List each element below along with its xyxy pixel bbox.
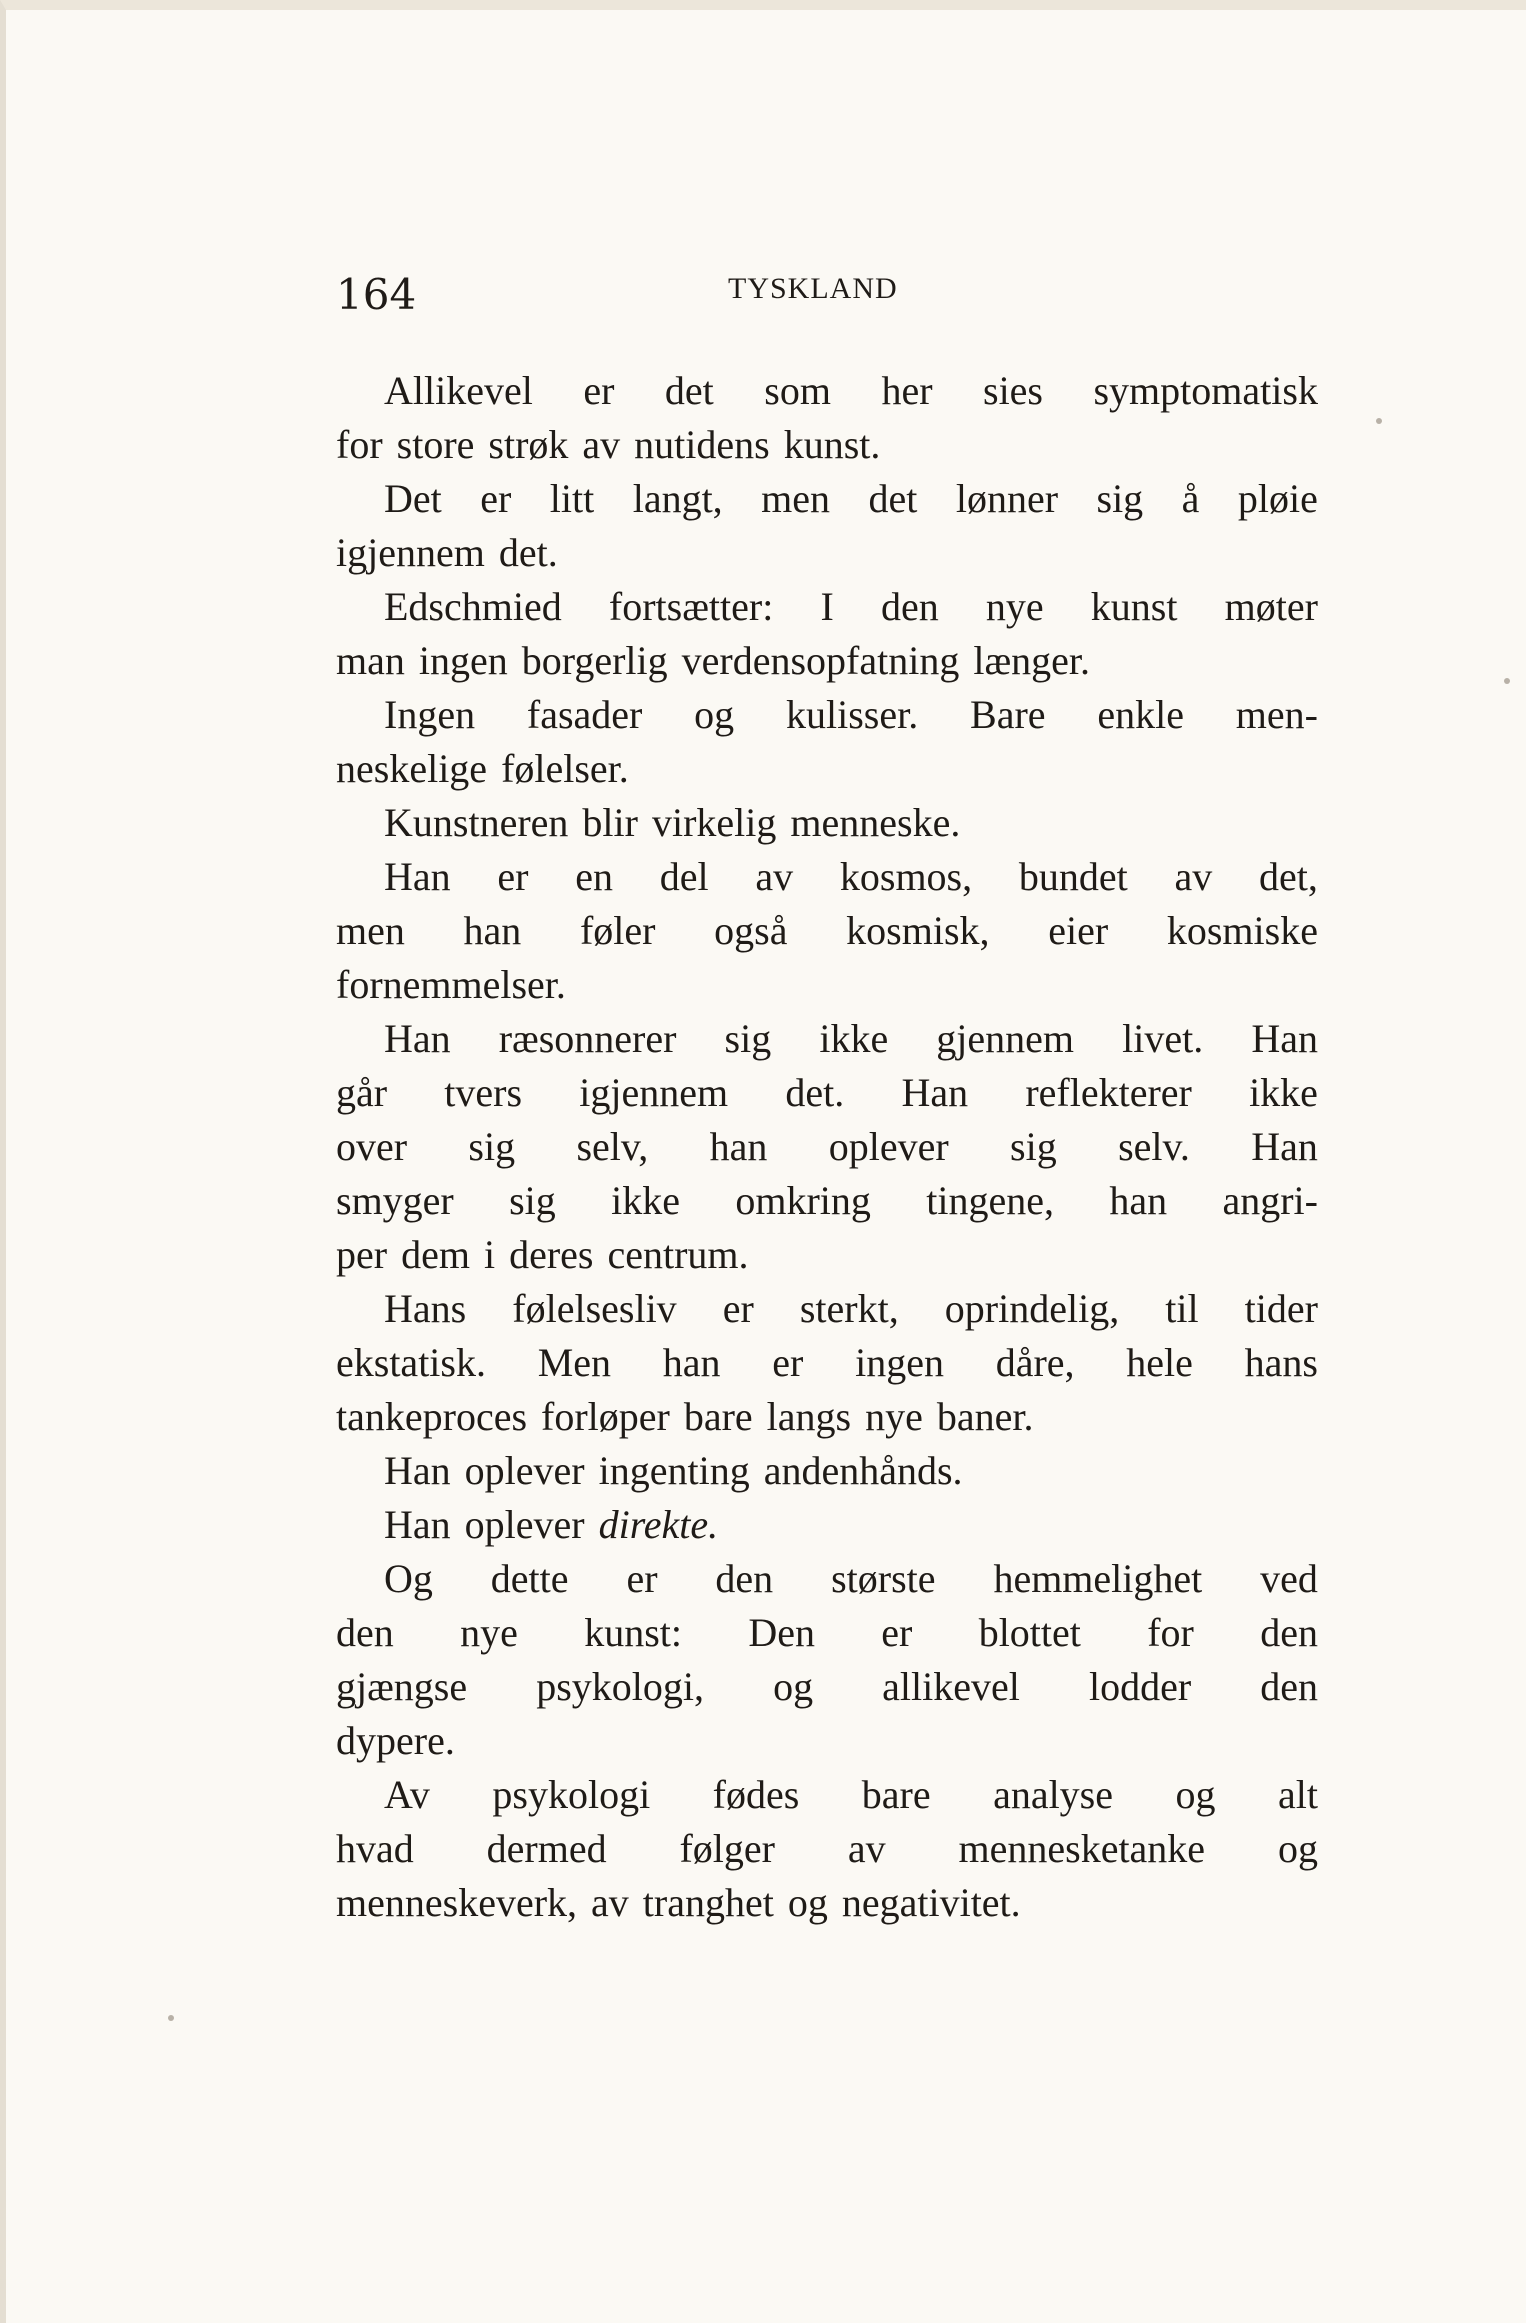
paper-speck [1376,418,1382,424]
text-word: for [336,422,383,467]
text-word: er [881,1610,913,1655]
text-word: selv, [576,1124,649,1169]
text-word: er [583,368,615,413]
text-word: borgerlig [521,638,668,683]
text-word: den [1260,1664,1318,1709]
text-word: dåre, [995,1340,1075,1385]
text-word: direkte. [598,1502,719,1547]
text-line [336,1390,1318,1444]
text-line [336,1714,1318,1768]
text-word: av [755,854,794,899]
text-word: Han [1251,1016,1318,1061]
text-word: kulisser. [785,692,919,737]
text-word: Han [901,1070,969,1115]
text-word: smyger [336,1178,454,1223]
running-title: TYSKLAND [728,272,898,305]
text-word: allikevel [882,1664,1020,1709]
text-line [336,1012,1318,1066]
text-word: tvers [444,1070,523,1115]
text-line [336,958,1318,1012]
text-line [336,580,1318,634]
text-word: selv. [1118,1124,1190,1169]
text-word: oplever [464,1502,585,1547]
text-word: forløper [541,1394,670,1439]
text-word: Han [1251,1124,1318,1169]
text-word: verdensopfatning [681,638,960,683]
text-line [336,364,1318,418]
text-word: ikke [1249,1070,1318,1115]
text-word: er [772,1340,804,1385]
text-line [336,1336,1318,1390]
text-line [336,418,1318,472]
text-line [336,1120,1318,1174]
text-word: av [1174,854,1213,899]
text-word: Edschmied [384,584,562,629]
text-word: oplever [828,1124,949,1169]
text-word: han [1109,1178,1168,1223]
text-word: den [336,1610,394,1655]
text-word: her [881,368,933,413]
page-number: 164 [336,270,417,319]
text-word: oplever [464,1448,585,1493]
text-word: Kunstneren [384,800,569,845]
text-word: symptomatisk [1093,368,1318,413]
text-word: reflekterer [1025,1070,1192,1115]
text-word: og [694,692,735,737]
text-word: negativitet. [841,1880,1021,1925]
text-word: psykologi [492,1772,651,1817]
text-word: deres [509,1232,594,1277]
text-word: han [662,1340,721,1385]
text-word: Hans [384,1286,467,1331]
text-word: av [591,1880,629,1925]
text-word: oprindelig, [944,1286,1120,1331]
text-word: ved [1260,1556,1318,1601]
text-word: tranghet [642,1880,774,1925]
text-word: centrum. [607,1232,749,1277]
text-word: en [575,854,613,899]
text-word: virkelig [651,800,777,845]
text-word: ikke [819,1016,889,1061]
text-word: den [715,1556,774,1601]
text-line [336,1552,1318,1606]
text-word: sig [468,1124,516,1169]
text-line [336,688,1318,742]
text-line [336,1768,1318,1822]
text-word: I [820,584,834,629]
text-line [336,1822,1318,1876]
text-word: Han [384,1016,451,1061]
text-word: er [480,476,512,521]
text-word: bare [861,1772,931,1817]
text-word: men [761,476,831,521]
text-word: Men [537,1340,612,1385]
text-word: og [773,1664,814,1709]
text-line [336,1876,1318,1930]
text-word: han [709,1124,768,1169]
text-word: blottet [978,1610,1081,1655]
text-word: tankeproces [336,1394,528,1439]
text-word: lønner [955,476,1059,521]
text-line [336,526,1318,580]
text-word: den [1260,1610,1318,1655]
text-word: nye [985,584,1044,629]
text-word: Og [384,1556,433,1601]
text-word: han [463,908,522,953]
text-word: det. [785,1070,845,1115]
text-word: nutidens [634,422,770,467]
text-line [336,850,1318,904]
text-line [336,1606,1318,1660]
text-line [336,1282,1318,1336]
text-word: store [396,422,475,467]
text-word: det [868,476,918,521]
text-word: Han [384,1502,451,1547]
text-word: angri- [1222,1178,1318,1223]
text-line [336,1174,1318,1228]
text-word: er [722,1286,754,1331]
text-word: Han [384,854,451,899]
text-word: det. [498,530,558,575]
text-word: for [1147,1610,1194,1655]
text-word: hele [1126,1340,1193,1385]
paper-speck [168,2015,174,2021]
text-word: alt [1277,1772,1318,1817]
text-word: største [831,1556,936,1601]
text-word: møter [1224,584,1318,629]
text-word: som [764,368,831,413]
text-line [336,904,1318,958]
text-word: blir [582,800,638,845]
text-word: psykologi, [536,1664,704,1709]
body-text [336,364,1318,1930]
text-word: fortsætter: [608,584,774,629]
text-word: sig [1010,1124,1057,1169]
text-line [336,634,1318,688]
text-word: igjennem [579,1070,729,1115]
text-word: pløie [1237,476,1318,521]
text-word: baner. [936,1394,1034,1439]
text-word: omkring [735,1178,871,1223]
text-word: Det [384,476,442,521]
text-word: tider [1244,1286,1318,1331]
text-word: følelser. [501,746,629,791]
text-word: også [714,908,788,953]
text-word: ræsonnerer [498,1016,677,1061]
text-word: Den [748,1610,815,1655]
text-line [336,1444,1318,1498]
text-word: længer. [973,638,1091,683]
text-word: hvad [336,1826,414,1871]
text-word: dermed [486,1826,607,1871]
text-word: og [1277,1826,1318,1871]
text-word: nye [865,1394,923,1439]
text-word: men- [1235,692,1318,737]
text-line [336,472,1318,526]
text-word: neskelige [336,746,488,791]
text-line [336,1228,1318,1282]
text-word: den [880,584,939,629]
page-header [336,262,1336,322]
text-word: men [336,908,405,953]
text-word: fornemmelser. [336,962,566,1007]
text-word: ekstatisk. [336,1340,486,1385]
text-word: Allikevel [384,368,533,413]
text-word: ingen [855,1340,944,1385]
text-word: igjennem [336,530,485,575]
text-word: nye [460,1610,518,1655]
text-word: eier [1048,908,1109,953]
text-word: sies [983,368,1043,413]
text-word: ingenting [598,1448,750,1493]
text-word: i [483,1232,496,1277]
text-word: tingene, [926,1178,1054,1223]
text-word: enkle [1097,692,1184,737]
text-line [336,796,1318,850]
text-word: man [336,638,405,683]
text-word: av [847,1826,886,1871]
text-word: kunst: [584,1610,682,1655]
text-word: kosmiske [1166,908,1318,953]
text-word: ikke [611,1178,681,1223]
text-word: gjennem [936,1016,1075,1061]
text-word: dem [401,1232,470,1277]
paper-speck [1504,678,1510,684]
text-word: til [1165,1286,1199,1331]
text-word: menneskeverk, [336,1880,578,1925]
text-line [336,1066,1318,1120]
text-line [336,1660,1318,1714]
text-word: del [659,854,709,899]
text-word: er [626,1556,658,1601]
text-word: kosmos, [839,854,973,899]
text-word: går [336,1070,388,1115]
text-word: og [1175,1772,1216,1817]
text-word: det, [1259,854,1318,899]
text-word: hans [1244,1340,1318,1385]
text-word: hemmelighet [993,1556,1203,1601]
text-word: følger [679,1826,775,1871]
text-word: føler [579,908,656,953]
text-word: langs [766,1394,852,1439]
text-word: kunst [1090,584,1178,629]
text-word: Han [384,1448,451,1493]
text-word: dette [490,1556,569,1601]
text-word: sterkt, [799,1286,899,1331]
text-word: Av [384,1772,430,1817]
text-word: per [336,1232,388,1277]
text-word: er [497,854,529,899]
text-word: menneske. [790,800,961,845]
text-word: andenhånds. [763,1448,963,1493]
text-word: mennesketanke [958,1826,1206,1871]
text-word: det [664,368,714,413]
text-word: fasader [526,692,643,737]
text-word: bundet [1018,854,1128,899]
text-word: dypere. [336,1718,455,1763]
text-word: sig [1096,476,1144,521]
text-word: langt, [632,476,723,521]
text-word: kosmisk, [846,908,990,953]
text-line [336,742,1318,796]
text-word: av [582,422,621,467]
text-word: følelsesliv [512,1286,677,1331]
text-word: sig [509,1178,556,1223]
text-word: gjængse [336,1664,468,1709]
text-line [336,1498,1318,1552]
text-word: sig [724,1016,772,1061]
text-word: ingen [418,638,508,683]
text-word: livet. [1122,1016,1204,1061]
text-word: og [787,1880,828,1925]
text-word: kunst. [783,422,881,467]
text-word: over [336,1124,408,1169]
text-word: å [1181,476,1200,521]
text-word: analyse [993,1772,1114,1817]
text-word: fødes [712,1772,800,1817]
text-word: lodder [1088,1664,1192,1709]
text-word: litt [549,476,595,521]
text-word: bare [683,1394,753,1439]
text-word: Ingen [384,692,476,737]
text-word: strøk [488,422,569,467]
text-word: Bare [970,692,1046,737]
